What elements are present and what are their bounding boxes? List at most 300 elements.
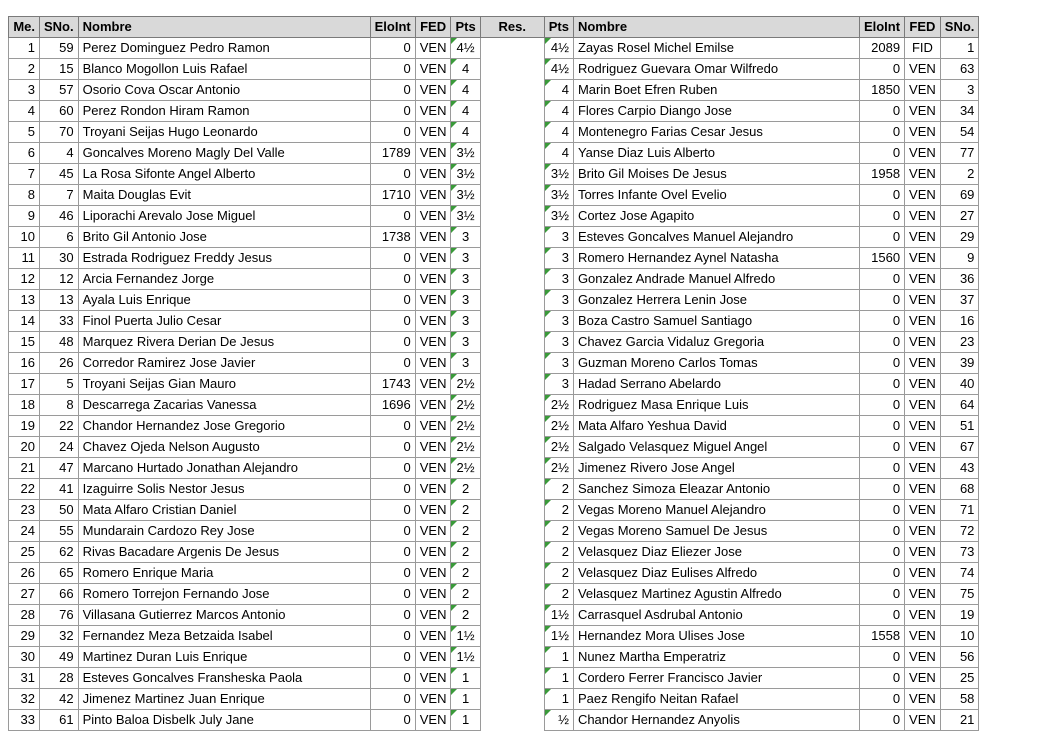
cell-nombre-2[interactable]: Guzman Moreno Carlos Tomas <box>573 353 859 374</box>
cell-sno[interactable]: 12 <box>40 269 79 290</box>
cell-pts[interactable]: 2½ <box>451 458 480 479</box>
cell-res[interactable] <box>480 479 544 500</box>
cell-elo-2[interactable]: 0 <box>859 374 904 395</box>
cell-me[interactable]: 18 <box>9 395 40 416</box>
cell-pts-2[interactable]: 1½ <box>544 605 573 626</box>
cell-sno[interactable]: 46 <box>40 206 79 227</box>
cell-pts[interactable]: 4 <box>451 101 480 122</box>
cell-elo-2[interactable]: 0 <box>859 227 904 248</box>
cell-pts-2[interactable]: 1 <box>544 647 573 668</box>
cell-sno-2[interactable]: 25 <box>940 668 979 689</box>
cell-pts-2[interactable]: 1 <box>544 689 573 710</box>
cell-fed[interactable]: VEN <box>415 59 451 80</box>
cell-me[interactable]: 31 <box>9 668 40 689</box>
cell-sno[interactable]: 24 <box>40 437 79 458</box>
cell-pts[interactable]: 1½ <box>451 647 480 668</box>
cell-elo[interactable]: 0 <box>370 689 415 710</box>
table-row[interactable] <box>9 647 979 668</box>
table-row[interactable] <box>9 395 979 416</box>
cell-elo[interactable]: 0 <box>370 668 415 689</box>
cell-sno-2[interactable]: 69 <box>940 185 979 206</box>
cell-fed[interactable]: VEN <box>415 101 451 122</box>
cell-pts-2[interactable]: 3½ <box>544 164 573 185</box>
cell-elo-2[interactable]: 0 <box>859 689 904 710</box>
cell-nombre[interactable]: Mata Alfaro Cristian Daniel <box>78 500 370 521</box>
header-nombre-2[interactable]: Nombre <box>573 17 859 38</box>
cell-nombre[interactable]: Mundarain Cardozo Rey Jose <box>78 521 370 542</box>
cell-elo[interactable]: 0 <box>370 290 415 311</box>
cell-me[interactable]: 23 <box>9 500 40 521</box>
cell-fed[interactable]: VEN <box>415 248 451 269</box>
cell-me[interactable]: 17 <box>9 374 40 395</box>
cell-res[interactable] <box>480 689 544 710</box>
cell-elo[interactable]: 0 <box>370 521 415 542</box>
cell-nombre[interactable]: Blanco Mogollon Luis Rafael <box>78 59 370 80</box>
cell-pts[interactable]: 3 <box>451 248 480 269</box>
table-row[interactable] <box>9 668 979 689</box>
header-pts-2[interactable]: Pts <box>544 17 573 38</box>
cell-res[interactable] <box>480 605 544 626</box>
table-row[interactable] <box>9 122 979 143</box>
cell-sno[interactable]: 33 <box>40 311 79 332</box>
cell-elo[interactable]: 0 <box>370 164 415 185</box>
cell-sno-2[interactable]: 51 <box>940 416 979 437</box>
cell-pts[interactable]: 2 <box>451 563 480 584</box>
cell-sno-2[interactable]: 43 <box>940 458 979 479</box>
cell-pts-2[interactable]: 4½ <box>544 59 573 80</box>
header-elo[interactable]: EloInt <box>370 17 415 38</box>
cell-nombre[interactable]: Esteves Goncalves Fransheska Paola <box>78 668 370 689</box>
cell-elo[interactable]: 0 <box>370 80 415 101</box>
cell-res[interactable] <box>480 374 544 395</box>
cell-fed[interactable]: VEN <box>415 521 451 542</box>
cell-elo-2[interactable]: 1958 <box>859 164 904 185</box>
cell-elo[interactable]: 0 <box>370 605 415 626</box>
header-pts[interactable]: Pts <box>451 17 480 38</box>
header-me[interactable]: Me. <box>9 17 40 38</box>
cell-res[interactable] <box>480 122 544 143</box>
cell-me[interactable]: 19 <box>9 416 40 437</box>
cell-elo[interactable]: 1738 <box>370 227 415 248</box>
cell-sno[interactable]: 65 <box>40 563 79 584</box>
cell-nombre-2[interactable]: Velasquez Martinez Agustin Alfredo <box>573 584 859 605</box>
table-row[interactable] <box>9 101 979 122</box>
cell-pts[interactable]: 3 <box>451 353 480 374</box>
cell-pts-2[interactable]: 4 <box>544 143 573 164</box>
cell-nombre-2[interactable]: Chavez Garcia Vidaluz Gregoria <box>573 332 859 353</box>
cell-fed-2[interactable]: VEN <box>905 710 941 731</box>
cell-elo-2[interactable]: 0 <box>859 290 904 311</box>
cell-me[interactable]: 26 <box>9 563 40 584</box>
cell-fed[interactable]: VEN <box>415 395 451 416</box>
cell-me[interactable]: 28 <box>9 605 40 626</box>
cell-nombre-2[interactable]: Velasquez Diaz Eulises Alfredo <box>573 563 859 584</box>
cell-nombre-2[interactable]: Vegas Moreno Manuel Alejandro <box>573 500 859 521</box>
cell-pts[interactable]: 2½ <box>451 416 480 437</box>
cell-fed-2[interactable]: VEN <box>905 206 941 227</box>
cell-pts[interactable]: 3½ <box>451 164 480 185</box>
cell-fed-2[interactable]: VEN <box>905 269 941 290</box>
cell-fed-2[interactable]: VEN <box>905 164 941 185</box>
cell-pts-2[interactable]: 2 <box>544 563 573 584</box>
table-row[interactable] <box>9 437 979 458</box>
cell-elo[interactable]: 1710 <box>370 185 415 206</box>
cell-fed-2[interactable]: VEN <box>905 437 941 458</box>
cell-sno-2[interactable]: 64 <box>940 395 979 416</box>
cell-pts[interactable]: 4½ <box>451 38 480 59</box>
cell-elo-2[interactable]: 0 <box>859 668 904 689</box>
cell-pts[interactable]: 2 <box>451 542 480 563</box>
cell-nombre[interactable]: Romero Torrejon Fernando Jose <box>78 584 370 605</box>
cell-fed-2[interactable]: VEN <box>905 479 941 500</box>
cell-me[interactable]: 29 <box>9 626 40 647</box>
header-sno[interactable]: SNo. <box>40 17 79 38</box>
cell-nombre[interactable]: Descarrega Zacarias Vanessa <box>78 395 370 416</box>
cell-nombre[interactable]: Perez Dominguez Pedro Ramon <box>78 38 370 59</box>
cell-fed-2[interactable]: VEN <box>905 458 941 479</box>
cell-pts[interactable]: 2 <box>451 500 480 521</box>
cell-fed-2[interactable]: VEN <box>905 521 941 542</box>
cell-elo-2[interactable]: 1558 <box>859 626 904 647</box>
cell-fed-2[interactable]: VEN <box>905 395 941 416</box>
cell-sno[interactable]: 4 <box>40 143 79 164</box>
cell-nombre-2[interactable]: Salgado Velasquez Miguel Angel <box>573 437 859 458</box>
cell-nombre[interactable]: Corredor Ramirez Jose Javier <box>78 353 370 374</box>
cell-pts-2[interactable]: 3 <box>544 290 573 311</box>
cell-sno[interactable]: 45 <box>40 164 79 185</box>
cell-me[interactable]: 6 <box>9 143 40 164</box>
cell-fed-2[interactable]: VEN <box>905 626 941 647</box>
cell-pts-2[interactable]: 2½ <box>544 437 573 458</box>
cell-sno[interactable]: 8 <box>40 395 79 416</box>
cell-nombre-2[interactable]: Romero Hernandez Aynel Natasha <box>573 248 859 269</box>
cell-elo-2[interactable]: 0 <box>859 542 904 563</box>
cell-elo[interactable]: 0 <box>370 59 415 80</box>
cell-pts[interactable]: 2 <box>451 521 480 542</box>
cell-sno-2[interactable]: 34 <box>940 101 979 122</box>
cell-pts[interactable]: 3½ <box>451 143 480 164</box>
cell-fed[interactable]: VEN <box>415 353 451 374</box>
cell-elo[interactable]: 0 <box>370 311 415 332</box>
table-row[interactable] <box>9 689 979 710</box>
cell-pts[interactable]: 4 <box>451 59 480 80</box>
cell-elo-2[interactable]: 0 <box>859 332 904 353</box>
cell-fed-2[interactable]: VEN <box>905 248 941 269</box>
cell-elo-2[interactable]: 1560 <box>859 248 904 269</box>
cell-me[interactable]: 20 <box>9 437 40 458</box>
table-row[interactable] <box>9 311 979 332</box>
cell-pts-2[interactable]: ½ <box>544 710 573 731</box>
cell-fed[interactable]: VEN <box>415 626 451 647</box>
cell-nombre[interactable]: Marcano Hurtado Jonathan Alejandro <box>78 458 370 479</box>
cell-fed-2[interactable]: VEN <box>905 374 941 395</box>
table-row[interactable] <box>9 290 979 311</box>
cell-pts[interactable]: 2½ <box>451 437 480 458</box>
cell-me[interactable]: 30 <box>9 647 40 668</box>
cell-sno[interactable]: 13 <box>40 290 79 311</box>
table-row[interactable] <box>9 542 979 563</box>
cell-fed-2[interactable]: VEN <box>905 122 941 143</box>
cell-sno-2[interactable]: 71 <box>940 500 979 521</box>
cell-sno[interactable]: 5 <box>40 374 79 395</box>
cell-sno-2[interactable]: 73 <box>940 542 979 563</box>
cell-nombre-2[interactable]: Boza Castro Samuel Santiago <box>573 311 859 332</box>
cell-elo[interactable]: 0 <box>370 206 415 227</box>
cell-nombre-2[interactable]: Esteves Goncalves Manuel Alejandro <box>573 227 859 248</box>
cell-nombre[interactable]: Ayala Luis Enrique <box>78 290 370 311</box>
cell-elo[interactable]: 0 <box>370 584 415 605</box>
cell-sno[interactable]: 50 <box>40 500 79 521</box>
cell-pts-2[interactable]: 4 <box>544 80 573 101</box>
cell-nombre[interactable]: Rivas Bacadare Argenis De Jesus <box>78 542 370 563</box>
cell-pts-2[interactable]: 3 <box>544 353 573 374</box>
cell-me[interactable]: 8 <box>9 185 40 206</box>
cell-me[interactable]: 22 <box>9 479 40 500</box>
cell-elo-2[interactable]: 0 <box>859 584 904 605</box>
header-fed[interactable]: FED <box>415 17 451 38</box>
cell-fed[interactable]: VEN <box>415 122 451 143</box>
cell-elo[interactable]: 0 <box>370 269 415 290</box>
cell-sno[interactable]: 47 <box>40 458 79 479</box>
cell-nombre-2[interactable]: Carrasquel Asdrubal Antonio <box>573 605 859 626</box>
cell-nombre-2[interactable]: Chandor Hernandez Anyolis <box>573 710 859 731</box>
cell-pts-2[interactable]: 2 <box>544 500 573 521</box>
cell-sno-2[interactable]: 29 <box>940 227 979 248</box>
cell-pts[interactable]: 2 <box>451 584 480 605</box>
cell-elo-2[interactable]: 0 <box>859 437 904 458</box>
cell-elo[interactable]: 0 <box>370 563 415 584</box>
cell-pts[interactable]: 2½ <box>451 374 480 395</box>
cell-pts[interactable]: 3 <box>451 332 480 353</box>
cell-elo-2[interactable]: 0 <box>859 311 904 332</box>
cell-elo-2[interactable]: 0 <box>859 458 904 479</box>
cell-elo[interactable]: 0 <box>370 38 415 59</box>
cell-sno[interactable]: 6 <box>40 227 79 248</box>
cell-pts-2[interactable]: 3 <box>544 374 573 395</box>
cell-sno[interactable]: 55 <box>40 521 79 542</box>
cell-sno[interactable]: 41 <box>40 479 79 500</box>
cell-sno-2[interactable]: 21 <box>940 710 979 731</box>
cell-res[interactable] <box>480 626 544 647</box>
cell-nombre[interactable]: Estrada Rodriguez Freddy Jesus <box>78 248 370 269</box>
cell-res[interactable] <box>480 38 544 59</box>
cell-pts[interactable]: 2 <box>451 605 480 626</box>
cell-sno[interactable]: 49 <box>40 647 79 668</box>
cell-me[interactable]: 33 <box>9 710 40 731</box>
cell-res[interactable] <box>480 542 544 563</box>
cell-pts-2[interactable]: 3 <box>544 227 573 248</box>
cell-pts-2[interactable]: 4 <box>544 122 573 143</box>
cell-elo[interactable]: 1696 <box>370 395 415 416</box>
cell-elo[interactable]: 1743 <box>370 374 415 395</box>
cell-nombre-2[interactable]: Cortez Jose Agapito <box>573 206 859 227</box>
header-nombre[interactable]: Nombre <box>78 17 370 38</box>
cell-fed[interactable]: VEN <box>415 185 451 206</box>
cell-fed[interactable]: VEN <box>415 143 451 164</box>
cell-me[interactable]: 15 <box>9 332 40 353</box>
cell-me[interactable]: 5 <box>9 122 40 143</box>
cell-sno-2[interactable]: 10 <box>940 626 979 647</box>
cell-nombre-2[interactable]: Marin Boet Efren Ruben <box>573 80 859 101</box>
cell-pts[interactable]: 3½ <box>451 185 480 206</box>
cell-pts[interactable]: 3½ <box>451 206 480 227</box>
cell-res[interactable] <box>480 353 544 374</box>
cell-nombre-2[interactable]: Hadad Serrano Abelardo <box>573 374 859 395</box>
cell-pts-2[interactable]: 2 <box>544 479 573 500</box>
cell-elo[interactable]: 0 <box>370 710 415 731</box>
table-row[interactable] <box>9 521 979 542</box>
cell-fed-2[interactable]: VEN <box>905 80 941 101</box>
cell-res[interactable] <box>480 563 544 584</box>
cell-fed-2[interactable]: VEN <box>905 689 941 710</box>
table-row[interactable] <box>9 80 979 101</box>
cell-elo[interactable]: 0 <box>370 101 415 122</box>
cell-sno-2[interactable]: 37 <box>940 290 979 311</box>
cell-fed[interactable]: VEN <box>415 332 451 353</box>
cell-fed[interactable]: VEN <box>415 689 451 710</box>
cell-pts-2[interactable]: 2 <box>544 521 573 542</box>
table-row[interactable] <box>9 206 979 227</box>
cell-sno-2[interactable]: 16 <box>940 311 979 332</box>
cell-nombre-2[interactable]: Brito Gil Moises De Jesus <box>573 164 859 185</box>
cell-nombre-2[interactable]: Yanse Diaz Luis Alberto <box>573 143 859 164</box>
cell-sno[interactable]: 76 <box>40 605 79 626</box>
cell-sno-2[interactable]: 74 <box>940 563 979 584</box>
cell-sno[interactable]: 30 <box>40 248 79 269</box>
table-row[interactable] <box>9 38 979 59</box>
table-row[interactable] <box>9 164 979 185</box>
cell-sno-2[interactable]: 75 <box>940 584 979 605</box>
cell-fed[interactable]: VEN <box>415 500 451 521</box>
cell-pts-2[interactable]: 1 <box>544 668 573 689</box>
cell-fed[interactable]: VEN <box>415 437 451 458</box>
cell-fed[interactable]: VEN <box>415 311 451 332</box>
cell-pts[interactable]: 4 <box>451 80 480 101</box>
cell-nombre[interactable]: Marquez Rivera Derian De Jesus <box>78 332 370 353</box>
cell-fed[interactable]: VEN <box>415 458 451 479</box>
cell-pts[interactable]: 3 <box>451 290 480 311</box>
cell-sno[interactable]: 32 <box>40 626 79 647</box>
cell-elo-2[interactable]: 0 <box>859 206 904 227</box>
cell-nombre[interactable]: Maita Douglas Evit <box>78 185 370 206</box>
cell-sno[interactable]: 70 <box>40 122 79 143</box>
cell-sno[interactable]: 62 <box>40 542 79 563</box>
cell-fed[interactable]: VEN <box>415 479 451 500</box>
cell-nombre-2[interactable]: Montenegro Farias Cesar Jesus <box>573 122 859 143</box>
cell-fed[interactable]: VEN <box>415 563 451 584</box>
cell-elo-2[interactable]: 0 <box>859 479 904 500</box>
cell-nombre-2[interactable]: Gonzalez Herrera Lenin Jose <box>573 290 859 311</box>
cell-pts-2[interactable]: 2 <box>544 584 573 605</box>
cell-sno-2[interactable]: 54 <box>940 122 979 143</box>
table-row[interactable] <box>9 605 979 626</box>
cell-res[interactable] <box>480 143 544 164</box>
cell-nombre[interactable]: Jimenez Martinez Juan Enrique <box>78 689 370 710</box>
cell-nombre-2[interactable]: Paez Rengifo Neitan Rafael <box>573 689 859 710</box>
cell-nombre[interactable]: Troyani Seijas Gian Mauro <box>78 374 370 395</box>
cell-res[interactable] <box>480 269 544 290</box>
cell-nombre-2[interactable]: Torres Infante Ovel Evelio <box>573 185 859 206</box>
cell-me[interactable]: 1 <box>9 38 40 59</box>
cell-elo[interactable]: 0 <box>370 353 415 374</box>
table-row[interactable] <box>9 353 979 374</box>
cell-nombre-2[interactable]: Gonzalez Andrade Manuel Alfredo <box>573 269 859 290</box>
table-row[interactable] <box>9 458 979 479</box>
cell-pts-2[interactable]: 2½ <box>544 458 573 479</box>
cell-res[interactable] <box>480 668 544 689</box>
cell-me[interactable]: 3 <box>9 80 40 101</box>
cell-sno[interactable]: 48 <box>40 332 79 353</box>
cell-fed[interactable]: VEN <box>415 605 451 626</box>
cell-sno[interactable]: 66 <box>40 584 79 605</box>
cell-elo-2[interactable]: 1850 <box>859 80 904 101</box>
cell-me[interactable]: 9 <box>9 206 40 227</box>
cell-elo[interactable]: 0 <box>370 479 415 500</box>
cell-sno-2[interactable]: 27 <box>940 206 979 227</box>
cell-nombre[interactable]: Osorio Cova Oscar Antonio <box>78 80 370 101</box>
cell-me[interactable]: 13 <box>9 290 40 311</box>
cell-elo-2[interactable]: 0 <box>859 605 904 626</box>
cell-elo[interactable]: 1789 <box>370 143 415 164</box>
cell-res[interactable] <box>480 101 544 122</box>
cell-nombre[interactable]: Arcia Fernandez Jorge <box>78 269 370 290</box>
cell-me[interactable]: 10 <box>9 227 40 248</box>
table-row[interactable] <box>9 248 979 269</box>
cell-pts-2[interactable]: 3½ <box>544 206 573 227</box>
table-row[interactable] <box>9 185 979 206</box>
cell-elo-2[interactable]: 0 <box>859 710 904 731</box>
cell-pts[interactable]: 3 <box>451 311 480 332</box>
cell-pts-2[interactable]: 3½ <box>544 185 573 206</box>
cell-elo[interactable]: 0 <box>370 437 415 458</box>
cell-me[interactable]: 25 <box>9 542 40 563</box>
cell-elo-2[interactable]: 0 <box>859 185 904 206</box>
cell-pts[interactable]: 3 <box>451 269 480 290</box>
table-row[interactable] <box>9 143 979 164</box>
cell-res[interactable] <box>480 521 544 542</box>
cell-elo-2[interactable]: 0 <box>859 395 904 416</box>
cell-sno-2[interactable]: 36 <box>940 269 979 290</box>
cell-fed-2[interactable]: VEN <box>905 290 941 311</box>
cell-res[interactable] <box>480 416 544 437</box>
cell-fed-2[interactable]: VEN <box>905 185 941 206</box>
cell-fed-2[interactable]: VEN <box>905 563 941 584</box>
cell-me[interactable]: 24 <box>9 521 40 542</box>
cell-res[interactable] <box>480 227 544 248</box>
cell-pts-2[interactable]: 2 <box>544 542 573 563</box>
cell-me[interactable]: 4 <box>9 101 40 122</box>
cell-nombre-2[interactable]: Rodriguez Guevara Omar Wilfredo <box>573 59 859 80</box>
cell-elo-2[interactable]: 0 <box>859 416 904 437</box>
cell-elo[interactable]: 0 <box>370 122 415 143</box>
cell-fed[interactable]: VEN <box>415 38 451 59</box>
table-row[interactable] <box>9 59 979 80</box>
table-row[interactable] <box>9 416 979 437</box>
cell-sno-2[interactable]: 56 <box>940 647 979 668</box>
cell-sno-2[interactable]: 23 <box>940 332 979 353</box>
cell-sno-2[interactable]: 9 <box>940 248 979 269</box>
cell-nombre[interactable]: Liporachi Arevalo Jose Miguel <box>78 206 370 227</box>
cell-elo-2[interactable]: 0 <box>859 122 904 143</box>
cell-me[interactable]: 32 <box>9 689 40 710</box>
cell-pts[interactable]: 1 <box>451 710 480 731</box>
table-row[interactable] <box>9 227 979 248</box>
cell-fed-2[interactable]: VEN <box>905 542 941 563</box>
cell-me[interactable]: 21 <box>9 458 40 479</box>
cell-pts-2[interactable]: 2½ <box>544 395 573 416</box>
table-row[interactable] <box>9 269 979 290</box>
cell-pts-2[interactable]: 3 <box>544 269 573 290</box>
